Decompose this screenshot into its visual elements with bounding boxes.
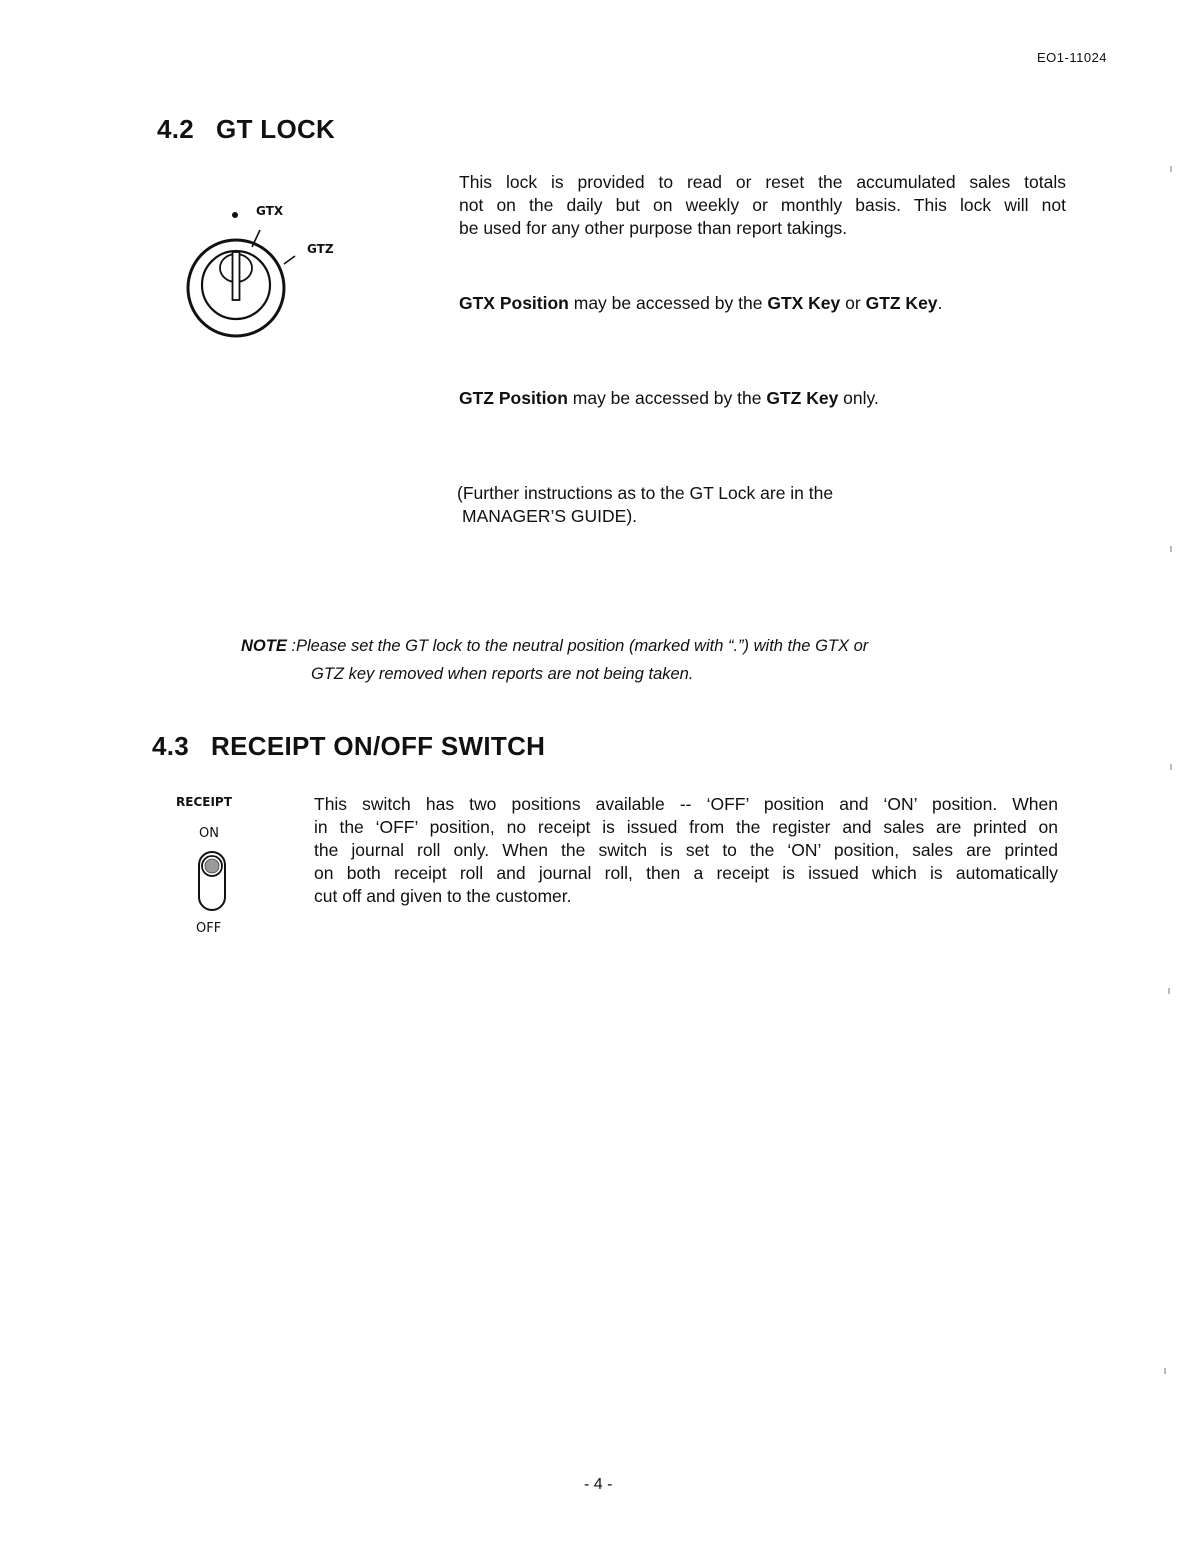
gtx-key-term: GTX Key <box>767 293 841 313</box>
gtz-position-term: GTZ Position <box>459 388 568 408</box>
description-line: in the ‘OFF’ position, no receipt is issued from the register and sales are printed on <box>314 817 1058 837</box>
note-block <box>241 632 1041 688</box>
text-run: or <box>840 293 866 313</box>
text-run: . <box>937 293 943 313</box>
description-line: on both receipt roll and journal roll, then a receipt is issued which is automatically <box>314 863 1058 883</box>
note-line: GTZ key removed when reports are not being taken. <box>311 665 694 683</box>
gt-lock-intro <box>459 171 1066 240</box>
switch-knob-fill <box>205 859 219 873</box>
switch-on-label: ON <box>199 826 219 841</box>
page-number: - 4 - <box>584 1476 613 1493</box>
switch-off-label: OFF <box>196 921 222 936</box>
section-number: 4.2 <box>157 114 195 144</box>
gtz-pointer-line <box>284 256 295 264</box>
gtz-label: GTZ <box>307 242 334 256</box>
text-run: only. <box>838 388 879 408</box>
scan-speck <box>1170 546 1172 552</box>
scan-speck <box>1170 166 1172 172</box>
text-run: may be accessed by the <box>567 388 767 408</box>
intro-line: not on the daily but on weekly or monthly basis. This lock will not <box>459 195 1066 215</box>
neutral-position-dot <box>232 212 238 218</box>
gtz-key-term: GTZ Key <box>865 293 938 313</box>
gtx-position-term: GTX Position <box>459 293 569 313</box>
gtz-position-text <box>459 387 879 410</box>
intro-line: This lock is provided to read or reset the accumulated sales totals <box>459 172 1066 192</box>
description-line: This switch has two positions available -- ‘OFF’ position and ‘ON’ position. When <box>314 794 1058 814</box>
receipt-switch-label: RECEIPT <box>176 795 232 809</box>
key-slot <box>233 252 240 300</box>
note-label: NOTE <box>241 637 287 655</box>
scan-speck <box>1164 1368 1166 1374</box>
gtx-position-text <box>459 292 942 315</box>
document-number: EO1-11024 <box>1037 50 1108 65</box>
section-title: GT LOCK <box>216 114 336 144</box>
toggle-switch-icon <box>196 850 228 914</box>
section-heading-gt-lock <box>157 114 335 145</box>
description-line: cut off and given to the customer. <box>314 886 572 906</box>
section-title: RECEIPT ON/OFF SWITCH <box>211 731 546 761</box>
scan-speck <box>1168 988 1170 994</box>
gtx-label: GTX <box>256 204 284 218</box>
note-line: :Please set the GT lock to the neutral position (marked with “.”) with the GTX or <box>286 637 869 655</box>
further-line: (Further instructions as to the GT Lock are in the <box>457 483 834 503</box>
text-run: may be accessed by the <box>568 293 768 313</box>
key-lock-icon <box>180 200 300 350</box>
gtz-key-term: GTZ Key <box>766 388 839 408</box>
section-heading-receipt-switch <box>152 731 545 762</box>
further-line: MANAGER’S GUIDE). <box>462 506 638 526</box>
intro-line: be used for any other purpose than report takings. <box>459 218 848 238</box>
further-instructions <box>457 482 917 528</box>
scan-speck <box>1170 764 1172 770</box>
section-number: 4.3 <box>152 731 190 761</box>
description-line: the journal roll only. When the switch is set to the ‘ON’ position, sales are printed <box>314 840 1058 860</box>
receipt-switch-description <box>314 793 1058 908</box>
